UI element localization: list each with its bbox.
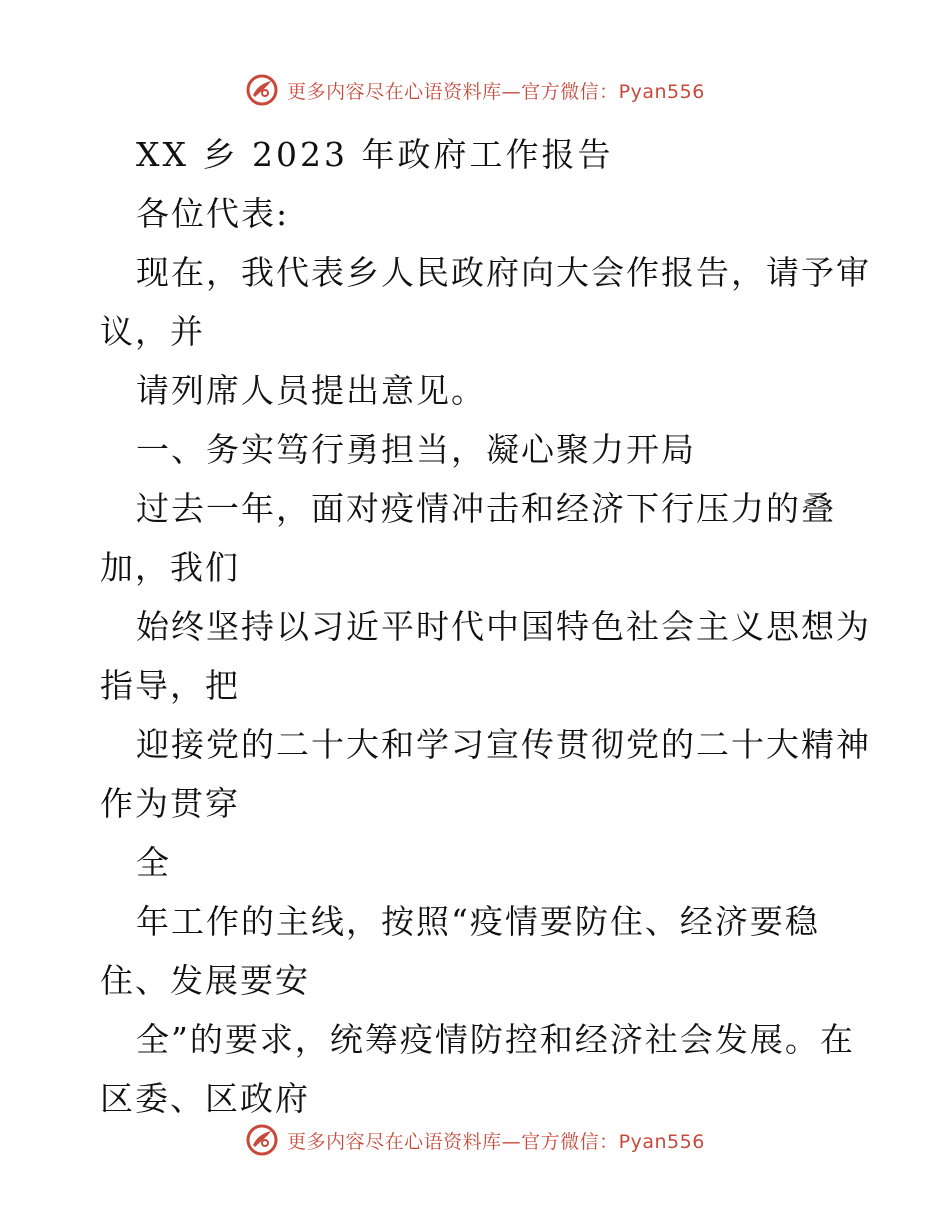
header-banner-text: 更多内容尽在心语资料库—官方微信：Pyan556 — [287, 80, 705, 103]
brush-pen-logo-icon — [245, 73, 279, 107]
document-line: 全 — [136, 843, 171, 882]
footer-banner-text: 更多内容尽在心语资料库—官方微信：Pyan556 — [287, 1130, 705, 1153]
brush-pen-logo-icon — [245, 1123, 279, 1157]
document-line: 迎接党的二十大和学习宣传贯彻党的二十大精神 — [136, 725, 871, 764]
document-line: 年工作的主线，按照“疫情要防住、经济要稳 — [136, 902, 820, 941]
document-line: 指导，把 — [100, 666, 240, 705]
header-watermark-banner — [0, 68, 950, 112]
document-line: 议，并 — [100, 312, 205, 351]
document-line: 一、务实笃行勇担当，凝心聚力开局 — [136, 430, 696, 469]
document-line: 加，我们 — [100, 548, 240, 587]
document-line: 区委、区政府 — [100, 1079, 310, 1118]
document-line: 住、发展要安 — [100, 961, 310, 1000]
document-line: 作为贯穿 — [100, 784, 240, 823]
document-line: 始终坚持以习近平时代中国特色社会主义思想为 — [136, 607, 871, 646]
document-line: 过去一年，面对疫情冲击和经济下行压力的叠 — [136, 489, 836, 528]
document-body — [100, 125, 871, 1128]
footer-watermark-banner — [0, 1118, 950, 1162]
document-line: 请列席人员提出意见。 — [136, 371, 486, 410]
document-title: XX 乡 2023 年政府工作报告 — [136, 135, 614, 174]
document-line: 现在，我代表乡人民政府向大会作报告，请予审 — [136, 253, 871, 292]
document-line: 全”的要求，统筹疫情防控和经济社会发展。在 — [136, 1020, 855, 1059]
document-line: 各位代表: — [136, 194, 290, 233]
